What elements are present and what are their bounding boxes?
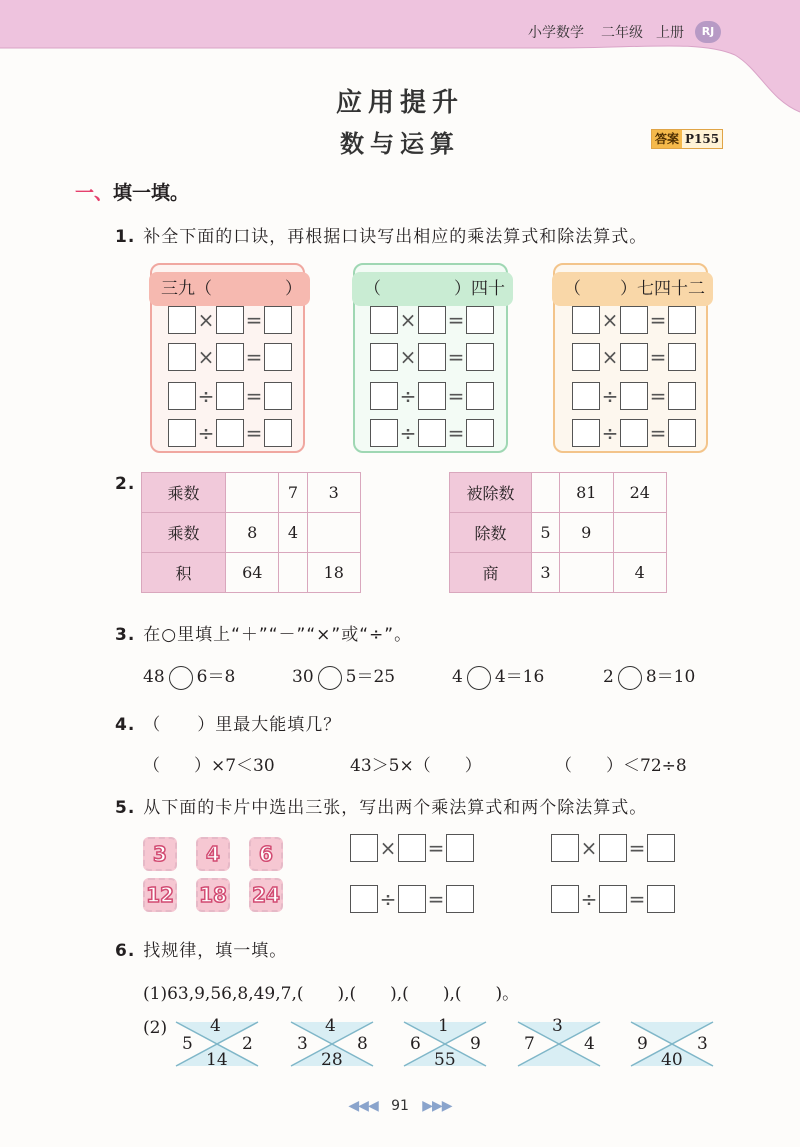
q1-equation-row [572, 306, 696, 334]
operator-circle[interactable] [318, 666, 342, 690]
cross-right: 8 [357, 1034, 368, 1054]
pattern-cross [514, 1016, 604, 1072]
q1-equation-row [370, 419, 494, 447]
t2-cell: 被除数 [450, 473, 532, 513]
q4-text: （ ）里最大能填几？ [143, 715, 342, 735]
answer-box[interactable] [398, 885, 426, 913]
footer-right-arrows: ▶▶▶ [422, 1098, 452, 1114]
answer-box[interactable] [599, 834, 627, 862]
q1-prompt [115, 222, 647, 247]
q6-part2-label: (2) [143, 1018, 168, 1038]
q6-prompt: 6. 找规律，填一填。 [115, 941, 288, 961]
equals-symbol: = [447, 421, 465, 445]
q6-text: 找规律，填一填。 [143, 941, 288, 961]
cross-bottom: 55 [434, 1050, 456, 1070]
answer-box[interactable] [264, 382, 292, 410]
q3-item: 2 8＝10 [603, 662, 695, 690]
number-card: 4 [196, 837, 230, 871]
t1-cell: 7 [279, 473, 307, 513]
card2-left: （ [364, 279, 381, 299]
header-subject: 小学数学 [528, 25, 584, 41]
cross-left: 9 [637, 1034, 648, 1054]
operator-symbol: × [197, 345, 215, 369]
t1-cell: 18 [307, 553, 361, 593]
equals-symbol: = [649, 421, 667, 445]
t2-cell [560, 553, 613, 593]
t2-cell: 商 [450, 553, 532, 593]
t2-cell: 81 [560, 473, 613, 513]
equals-symbol: = [447, 345, 465, 369]
t1-cell [226, 473, 279, 513]
number-card: 18 [196, 878, 230, 912]
operator-symbol: ÷ [197, 421, 215, 445]
cross-top: 3 [552, 1016, 563, 1036]
q1-equation-row [168, 382, 292, 410]
q5-equation-row [350, 834, 474, 862]
cross-right: 2 [242, 1034, 253, 1054]
answer-box[interactable] [168, 382, 196, 410]
answer-box[interactable] [572, 419, 600, 447]
cross-right: 3 [697, 1034, 708, 1054]
answer-box[interactable] [466, 306, 494, 334]
q4-item: 43＞5×（ ） [350, 756, 482, 776]
t2-cell [613, 513, 667, 553]
answer-box[interactable] [370, 343, 398, 371]
answer-box[interactable] [398, 834, 426, 862]
answer-box[interactable] [264, 419, 292, 447]
t1-cell [279, 553, 307, 593]
answer-box[interactable] [572, 343, 600, 371]
page-subtitle: 数与运算 [340, 130, 460, 158]
q3-item: 48 6＝8 [143, 662, 235, 690]
t2-cell: 除数 [450, 513, 532, 553]
operator-symbol: × [399, 308, 417, 332]
answer-box[interactable] [370, 382, 398, 410]
answer-box[interactable] [418, 419, 446, 447]
operator-symbol: × [580, 836, 598, 860]
operator-symbol: ÷ [601, 421, 619, 445]
equals-symbol: = [447, 308, 465, 332]
cross-bottom: 14 [206, 1050, 228, 1070]
answer-box[interactable] [668, 419, 696, 447]
answer-ref [651, 129, 723, 149]
answer-box[interactable] [216, 419, 244, 447]
t2-cell: 4 [613, 553, 667, 593]
q1-equation-row [168, 419, 292, 447]
equals-symbol: = [245, 345, 263, 369]
t1-cell: 乘数 [142, 513, 226, 553]
card2-right: ）四十 [454, 279, 505, 299]
number-card: 12 [143, 878, 177, 912]
page-footer [0, 1098, 800, 1114]
t2-cell: 3 [532, 553, 560, 593]
q4-prompt: 4. （ ）里最大能填几？ [115, 715, 342, 735]
q1-equation-row [572, 382, 696, 410]
q5-text: 从下面的卡片中选出三张，写出两个乘法算式和两个除法算式。 [143, 798, 648, 818]
q3-text: 在○里填上“＋”“－”“×”或“÷”。 [143, 625, 413, 645]
section-num: 一、 [75, 182, 114, 204]
equals-symbol: = [628, 836, 646, 860]
header-grade: 二年级 [601, 25, 643, 41]
answer-box[interactable] [668, 306, 696, 334]
q1-num: 1. [115, 227, 136, 247]
answer-box[interactable] [551, 834, 579, 862]
q5-equation-row [551, 885, 675, 913]
t1-cell: 积 [142, 553, 226, 593]
equals-symbol: = [649, 345, 667, 369]
q5-equation-row [350, 885, 474, 913]
answer-label: 答案 [652, 130, 682, 148]
equals-symbol: = [649, 308, 667, 332]
answer-box[interactable] [350, 885, 378, 913]
q1-equation-row [572, 343, 696, 371]
answer-page: P155 [685, 132, 720, 146]
pattern-cross [287, 1016, 377, 1072]
cross-left: 5 [182, 1034, 193, 1054]
answer-box[interactable] [620, 306, 648, 334]
answer-box[interactable] [446, 885, 474, 913]
t1-cell: 3 [307, 473, 361, 513]
t1-cell: 4 [279, 513, 307, 553]
t2-cell: 24 [613, 473, 667, 513]
card3-left: （ [564, 279, 581, 299]
answer-box[interactable] [668, 343, 696, 371]
answer-box[interactable] [466, 419, 494, 447]
q2-num: 2. [115, 474, 136, 494]
operator-circle[interactable] [467, 666, 491, 690]
answer-box[interactable] [168, 306, 196, 334]
answer-box[interactable] [668, 382, 696, 410]
operator-symbol: ÷ [580, 887, 598, 911]
q1-equation-row [572, 419, 696, 447]
q1-text: 补全下面的口诀，再根据口诀写出相应的乘法算式和除法算式。 [143, 227, 648, 247]
q2-table-multiply [141, 472, 361, 593]
answer-box[interactable] [599, 885, 627, 913]
answer-box[interactable] [418, 382, 446, 410]
answer-box[interactable] [466, 382, 494, 410]
equals-symbol: = [427, 887, 445, 911]
q3-prompt: 3. 在○里填上“＋”“－”“×”或“÷”。 [115, 625, 413, 645]
page-title: 应用提升 [335, 88, 464, 118]
number-card: 6 [249, 837, 283, 871]
t1-cell: 乘数 [142, 473, 226, 513]
t2-cell: 9 [560, 513, 613, 553]
card1-left: 三九（ [161, 279, 212, 299]
pattern-cross [400, 1016, 490, 1072]
operator-symbol: ÷ [399, 421, 417, 445]
card1-right: ） [285, 279, 302, 299]
q1-equation-row [168, 343, 292, 371]
page-number: 91 [391, 1098, 409, 1114]
equals-symbol: = [628, 887, 646, 911]
answer-box[interactable] [216, 382, 244, 410]
answer-box[interactable] [620, 419, 648, 447]
answer-box[interactable] [551, 885, 579, 913]
q3-item: 30 5＝25 [292, 662, 395, 690]
card3-right: ）七四十二 [620, 279, 705, 299]
t1-cell: 8 [226, 513, 279, 553]
answer-box[interactable] [264, 343, 292, 371]
number-card: 3 [143, 837, 177, 871]
t1-cell: 64 [226, 553, 279, 593]
answer-box[interactable] [168, 343, 196, 371]
equals-symbol: = [427, 836, 445, 860]
pattern-cross [627, 1016, 717, 1072]
q5-prompt: 5. 从下面的卡片中选出三张，写出两个乘法算式和两个除法算式。 [115, 798, 648, 818]
cross-left: 6 [410, 1034, 421, 1054]
answer-box[interactable] [370, 419, 398, 447]
t1-cell [307, 513, 361, 553]
q4-item: （ ）×7＜30 [143, 756, 275, 776]
cross-left: 3 [297, 1034, 308, 1054]
operator-symbol: ÷ [399, 384, 417, 408]
answer-box[interactable] [572, 382, 600, 410]
section-title: 填一填。 [113, 182, 190, 204]
operator-symbol: ÷ [379, 887, 397, 911]
answer-box[interactable] [216, 306, 244, 334]
answer-box[interactable] [466, 343, 494, 371]
operator-circle[interactable] [618, 666, 642, 690]
cross-right: 9 [470, 1034, 481, 1054]
answer-box[interactable] [647, 885, 675, 913]
answer-box[interactable] [264, 306, 292, 334]
operator-symbol: × [601, 308, 619, 332]
t2-cell [532, 473, 560, 513]
q1-equation-row [168, 306, 292, 334]
answer-box[interactable] [572, 306, 600, 334]
footer-left-arrows: ◀◀◀ [348, 1098, 378, 1114]
q1-equation-row [370, 306, 494, 334]
cross-left: 7 [524, 1034, 535, 1054]
q6-part1: (1)63,9,56,8,49,7,( ),( ),( ),( )。 [143, 984, 520, 1004]
answer-box[interactable] [216, 343, 244, 371]
answer-box[interactable] [620, 382, 648, 410]
answer-box[interactable] [620, 343, 648, 371]
cross-top: 4 [210, 1016, 221, 1036]
answer-box[interactable] [350, 834, 378, 862]
answer-box[interactable] [370, 306, 398, 334]
equals-symbol: = [245, 384, 263, 408]
operator-symbol: × [601, 345, 619, 369]
answer-box[interactable] [168, 419, 196, 447]
operator-symbol: ÷ [197, 384, 215, 408]
q2-table-divide [449, 472, 667, 593]
cross-right: 4 [584, 1034, 595, 1054]
number-card: 24 [249, 878, 283, 912]
q3-item: 4 4＝16 [452, 662, 544, 690]
operator-circle[interactable] [169, 666, 193, 690]
header-badge: RJ [695, 21, 721, 43]
equals-symbol: = [649, 384, 667, 408]
equals-symbol: = [245, 421, 263, 445]
answer-box[interactable] [647, 834, 675, 862]
answer-box[interactable] [418, 306, 446, 334]
section-heading [75, 178, 189, 205]
answer-box[interactable] [446, 834, 474, 862]
q1-equation-row [370, 382, 494, 410]
operator-symbol: ÷ [601, 384, 619, 408]
cross-bottom: 40 [661, 1050, 683, 1070]
answer-box[interactable] [418, 343, 446, 371]
cross-top: 4 [325, 1016, 336, 1036]
cross-top: 1 [438, 1016, 449, 1036]
operator-symbol: × [197, 308, 215, 332]
q1-equation-row [370, 343, 494, 371]
q4-item: （ ）＜72÷8 [555, 756, 687, 776]
t2-cell: 5 [532, 513, 560, 553]
operator-symbol: × [379, 836, 397, 860]
equals-symbol: = [447, 384, 465, 408]
cross-bottom: 28 [321, 1050, 343, 1070]
equals-symbol: = [245, 308, 263, 332]
q5-equation-row [551, 834, 675, 862]
header-volume: 上册 [656, 25, 684, 41]
pattern-cross [172, 1016, 262, 1072]
operator-symbol: × [399, 345, 417, 369]
